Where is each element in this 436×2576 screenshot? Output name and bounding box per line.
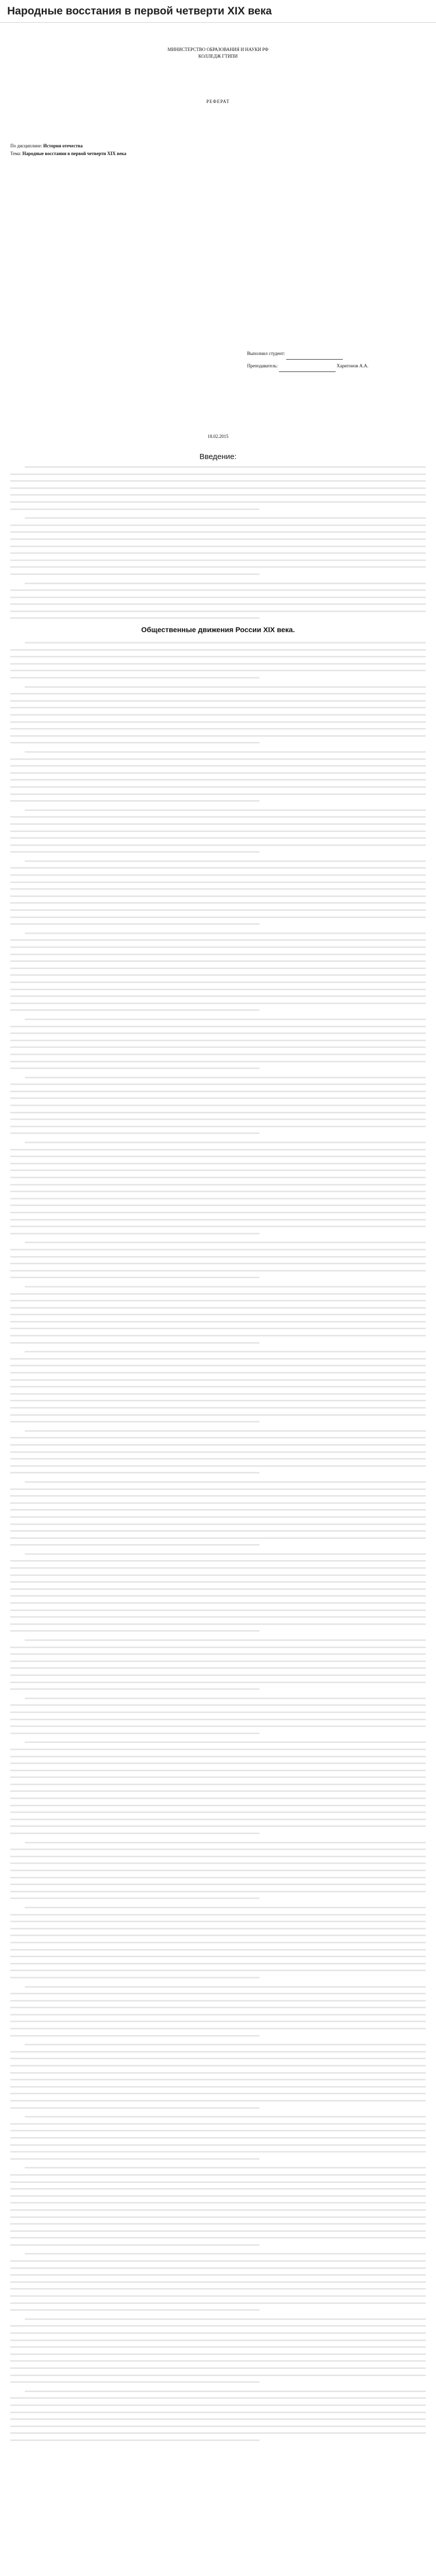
chapter-paragraph: [10, 1427, 426, 1476]
text-placeholder: [10, 1636, 426, 1692]
text-placeholder: [10, 2164, 426, 2248]
intro-body: [10, 463, 426, 621]
text-placeholder: [10, 1074, 426, 1137]
title-meta: [10, 142, 426, 158]
text-placeholder: [10, 857, 426, 927]
text-placeholder: [10, 580, 426, 622]
chapter-paragraph: [10, 1694, 426, 1737]
text-placeholder: [10, 1427, 426, 1476]
text-placeholder: [10, 2315, 426, 2385]
text-placeholder: [10, 2387, 426, 2444]
teacher-line: [247, 360, 426, 372]
chapter-paragraph: [10, 857, 426, 927]
text-placeholder: [10, 1738, 426, 1836]
topic-value: Народные восстания в первой четверти XIX века: [22, 151, 127, 156]
text-placeholder: [10, 1478, 426, 1548]
title-ministry: МИНИСТЕРСТВО ОБРАЗОВАНИЯ И НАУКИ РФ: [167, 47, 269, 52]
text-placeholder: [10, 2250, 426, 2313]
chapter-paragraph: [10, 1074, 426, 1137]
text-placeholder: [10, 806, 426, 855]
intro-heading: Введение:: [199, 452, 237, 461]
student-signature-line: [286, 353, 343, 360]
text-placeholder: [10, 1348, 426, 1425]
title-college: КОЛЛЕДЖ ГТИПИ: [198, 54, 238, 59]
chapter-paragraph: [10, 929, 426, 1013]
student-label: Выполнил студент:: [247, 351, 285, 356]
chapter-paragraph: [10, 1550, 426, 1634]
chapter-paragraph: [10, 806, 426, 855]
text-placeholder: [10, 639, 426, 681]
chapter-paragraph: [10, 1478, 426, 1548]
text-placeholder: [10, 1239, 426, 1281]
chapter-paragraph: [10, 2387, 426, 2444]
student-line: [247, 347, 426, 360]
title-doc-type: РЕФЕРАТ: [206, 99, 230, 104]
text-placeholder: [10, 748, 426, 804]
chapter-paragraph: [10, 1636, 426, 1692]
teacher-label: Преподаватель:: [247, 363, 278, 368]
text-placeholder: [10, 1550, 426, 1634]
intro-paragraph: [10, 514, 426, 577]
document-sheet: [0, 23, 436, 2576]
chapter-paragraph: [10, 2113, 426, 2162]
chapter-paragraph: [10, 1283, 426, 1346]
chapter-paragraph: [10, 2315, 426, 2385]
text-placeholder: [10, 463, 426, 512]
signature-block: [247, 347, 426, 372]
chapter-paragraph: [10, 1839, 426, 1902]
text-placeholder: [10, 514, 426, 577]
text-placeholder: [10, 2041, 426, 2111]
chapter-paragraph: [10, 1015, 426, 1072]
chapter-paragraph: [10, 1983, 426, 2039]
text-placeholder: [10, 1694, 426, 1737]
chapter-paragraph: [10, 683, 426, 746]
text-placeholder: [10, 1904, 426, 1981]
text-placeholder: [10, 683, 426, 746]
topic-line: [10, 150, 426, 158]
text-placeholder: [10, 1139, 426, 1236]
intro-paragraph: [10, 580, 426, 622]
chapter-paragraph: [10, 2250, 426, 2313]
chapter-heading: Общественные движения России XIX века.: [141, 625, 295, 634]
topic-label: Тема:: [10, 151, 22, 156]
text-placeholder: [10, 2113, 426, 2162]
title-date: 18.02.2015: [207, 434, 229, 439]
chapter-paragraph: [10, 2041, 426, 2111]
text-placeholder: [10, 1015, 426, 1072]
discipline-value: История отечества: [43, 143, 83, 148]
chapter-paragraph: [10, 1239, 426, 1281]
chapter-paragraph: [10, 1904, 426, 1981]
chapter-paragraph: [10, 1139, 426, 1236]
chapter-paragraph: [10, 2164, 426, 2248]
page-title: Народные восстания в первой четверти XIX века: [0, 0, 436, 23]
teacher-signature-line: [279, 366, 336, 372]
text-placeholder: [10, 1983, 426, 2039]
text-placeholder: [10, 1283, 426, 1346]
chapter-paragraph: [10, 639, 426, 681]
teacher-name: Харитонов А.А.: [337, 363, 369, 368]
chapter-paragraph: [10, 1738, 426, 1836]
chapter-paragraph: [10, 1348, 426, 1425]
chapter-body: [10, 639, 426, 2443]
discipline-line: [10, 142, 426, 150]
chapter-paragraph: [10, 748, 426, 804]
text-placeholder: [10, 929, 426, 1013]
intro-paragraph: [10, 463, 426, 512]
text-placeholder: [10, 1839, 426, 1902]
discipline-label: По дисциплине:: [10, 143, 42, 148]
